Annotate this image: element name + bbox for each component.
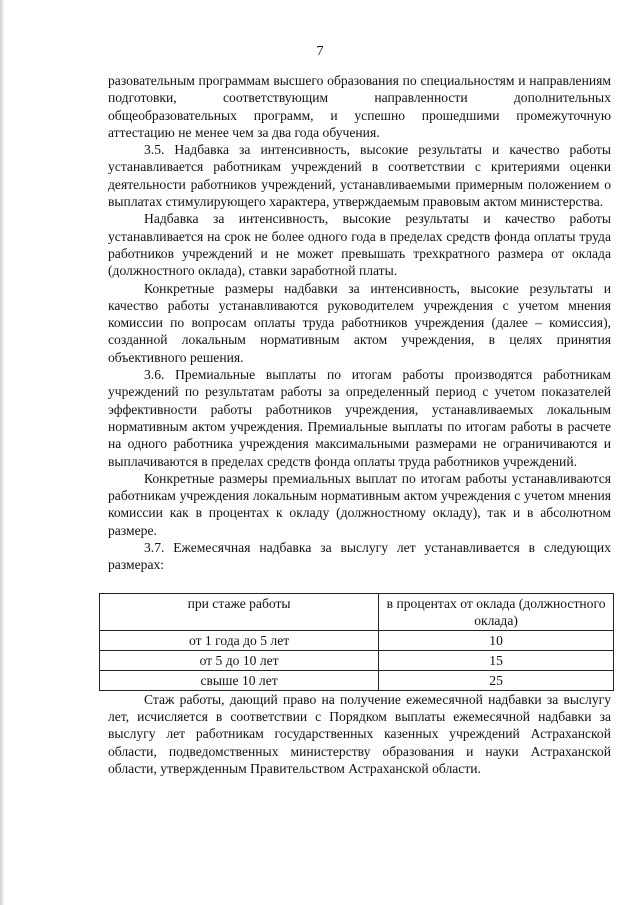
- seniority-allowance-table: [99, 593, 614, 691]
- paragraph-3-5: 3.5. Надбавка за интенсивность, высокие результаты и качество работы устанавливается работникам учреждений в соответствии с критериями оценки деятельности работников учреждений, устанавливаемыми примерным положением о выплатах стимулирующего характера, утверждаемым правовым актом министерства.: [108, 142, 611, 210]
- table-row: [100, 670, 614, 690]
- seniority-table-wrapper: [99, 593, 614, 691]
- table-header-cell: в процентах от оклада (должностного оклада): [379, 593, 614, 630]
- paragraph-bonus-amounts: Конкретные размеры премиальных выплат по итогам работы устанавливаются работникам учреждения локальным нормативным актом учреждения с учетом мнения комиссии как в процентах к окладу (должностному окладу), так и в абсолютном размере.: [108, 470, 611, 538]
- paragraph-seniority-calculation: Стаж работы, дающий право на получение ежемесячной надбавки за выслугу лет, исчисляется в соответствии с Порядком выплаты ежемесячной надбавки за выслугу лет работникам государственных казенных учреждений Астраханской области, подведомственных министерству образования и науки Астраханской области, утвержденным Правительством Астраханской области.: [108, 691, 611, 776]
- table-cell-percent: 10: [379, 630, 614, 650]
- table-cell-percent: 15: [379, 650, 614, 670]
- table-cell-experience: от 5 до 10 лет: [100, 650, 379, 670]
- table-cell-experience: от 1 года до 5 лет: [100, 630, 379, 650]
- table-cell-percent: 25: [379, 670, 614, 690]
- table-cell-experience: свыше 10 лет: [100, 670, 379, 690]
- table-row: [100, 650, 614, 670]
- table-header-cell: при стаже работы: [100, 593, 379, 630]
- paragraph-intensity-term: Надбавка за интенсивность, высокие результаты и качество работы устанавливается на срок не более одного года в пределах средств фонда оплаты труда работников учреждений и не может превышать трехкратного размера от оклада (должностного оклада), ставки заработной платы.: [108, 211, 611, 279]
- table-header-row: [100, 593, 614, 630]
- scan-edge-shadow: [0, 0, 4, 905]
- paragraph-3-6: 3.6. Премиальные выплаты по итогам работы производятся работникам учреждений по результатам работы за определенный период с учетом показателей эффективности работы работников учреждения, устанавливаемых локальным нормативным актом учреждения. Премиальные выплаты по итогам работы в расчете на одного работника учреждения максимальными размерами не ограничиваются и выплачиваются в пределах средств фонда оплаты труда работников учреждений.: [108, 367, 611, 469]
- table-row: [100, 630, 614, 650]
- paragraph-3-7: 3.7. Ежемесячная надбавка за выслугу лет устанавливается в следующих размерах:: [108, 540, 611, 573]
- paragraph-intensity-amounts: Конкретные размеры надбавки за интенсивность, высокие результаты и качество работы устанавливаются руководителем учреждения с учетом мнения комиссии по вопросам оплаты труда работников учреждения (далее – комиссия), созданной локальным нормативным актом учреждения, в целях принятия объективного решения.: [108, 280, 611, 365]
- paragraph-continuation: разовательным программам высшего образования по специальностям и направлениям подготовки, соответствующим направленности дополнительных общеобразовательных программ, и успешно прошедшими промежуточную аттестацию не менее чем за два года обучения.: [108, 73, 611, 140]
- page-number: 7: [316, 44, 324, 59]
- document-body: [108, 72, 611, 777]
